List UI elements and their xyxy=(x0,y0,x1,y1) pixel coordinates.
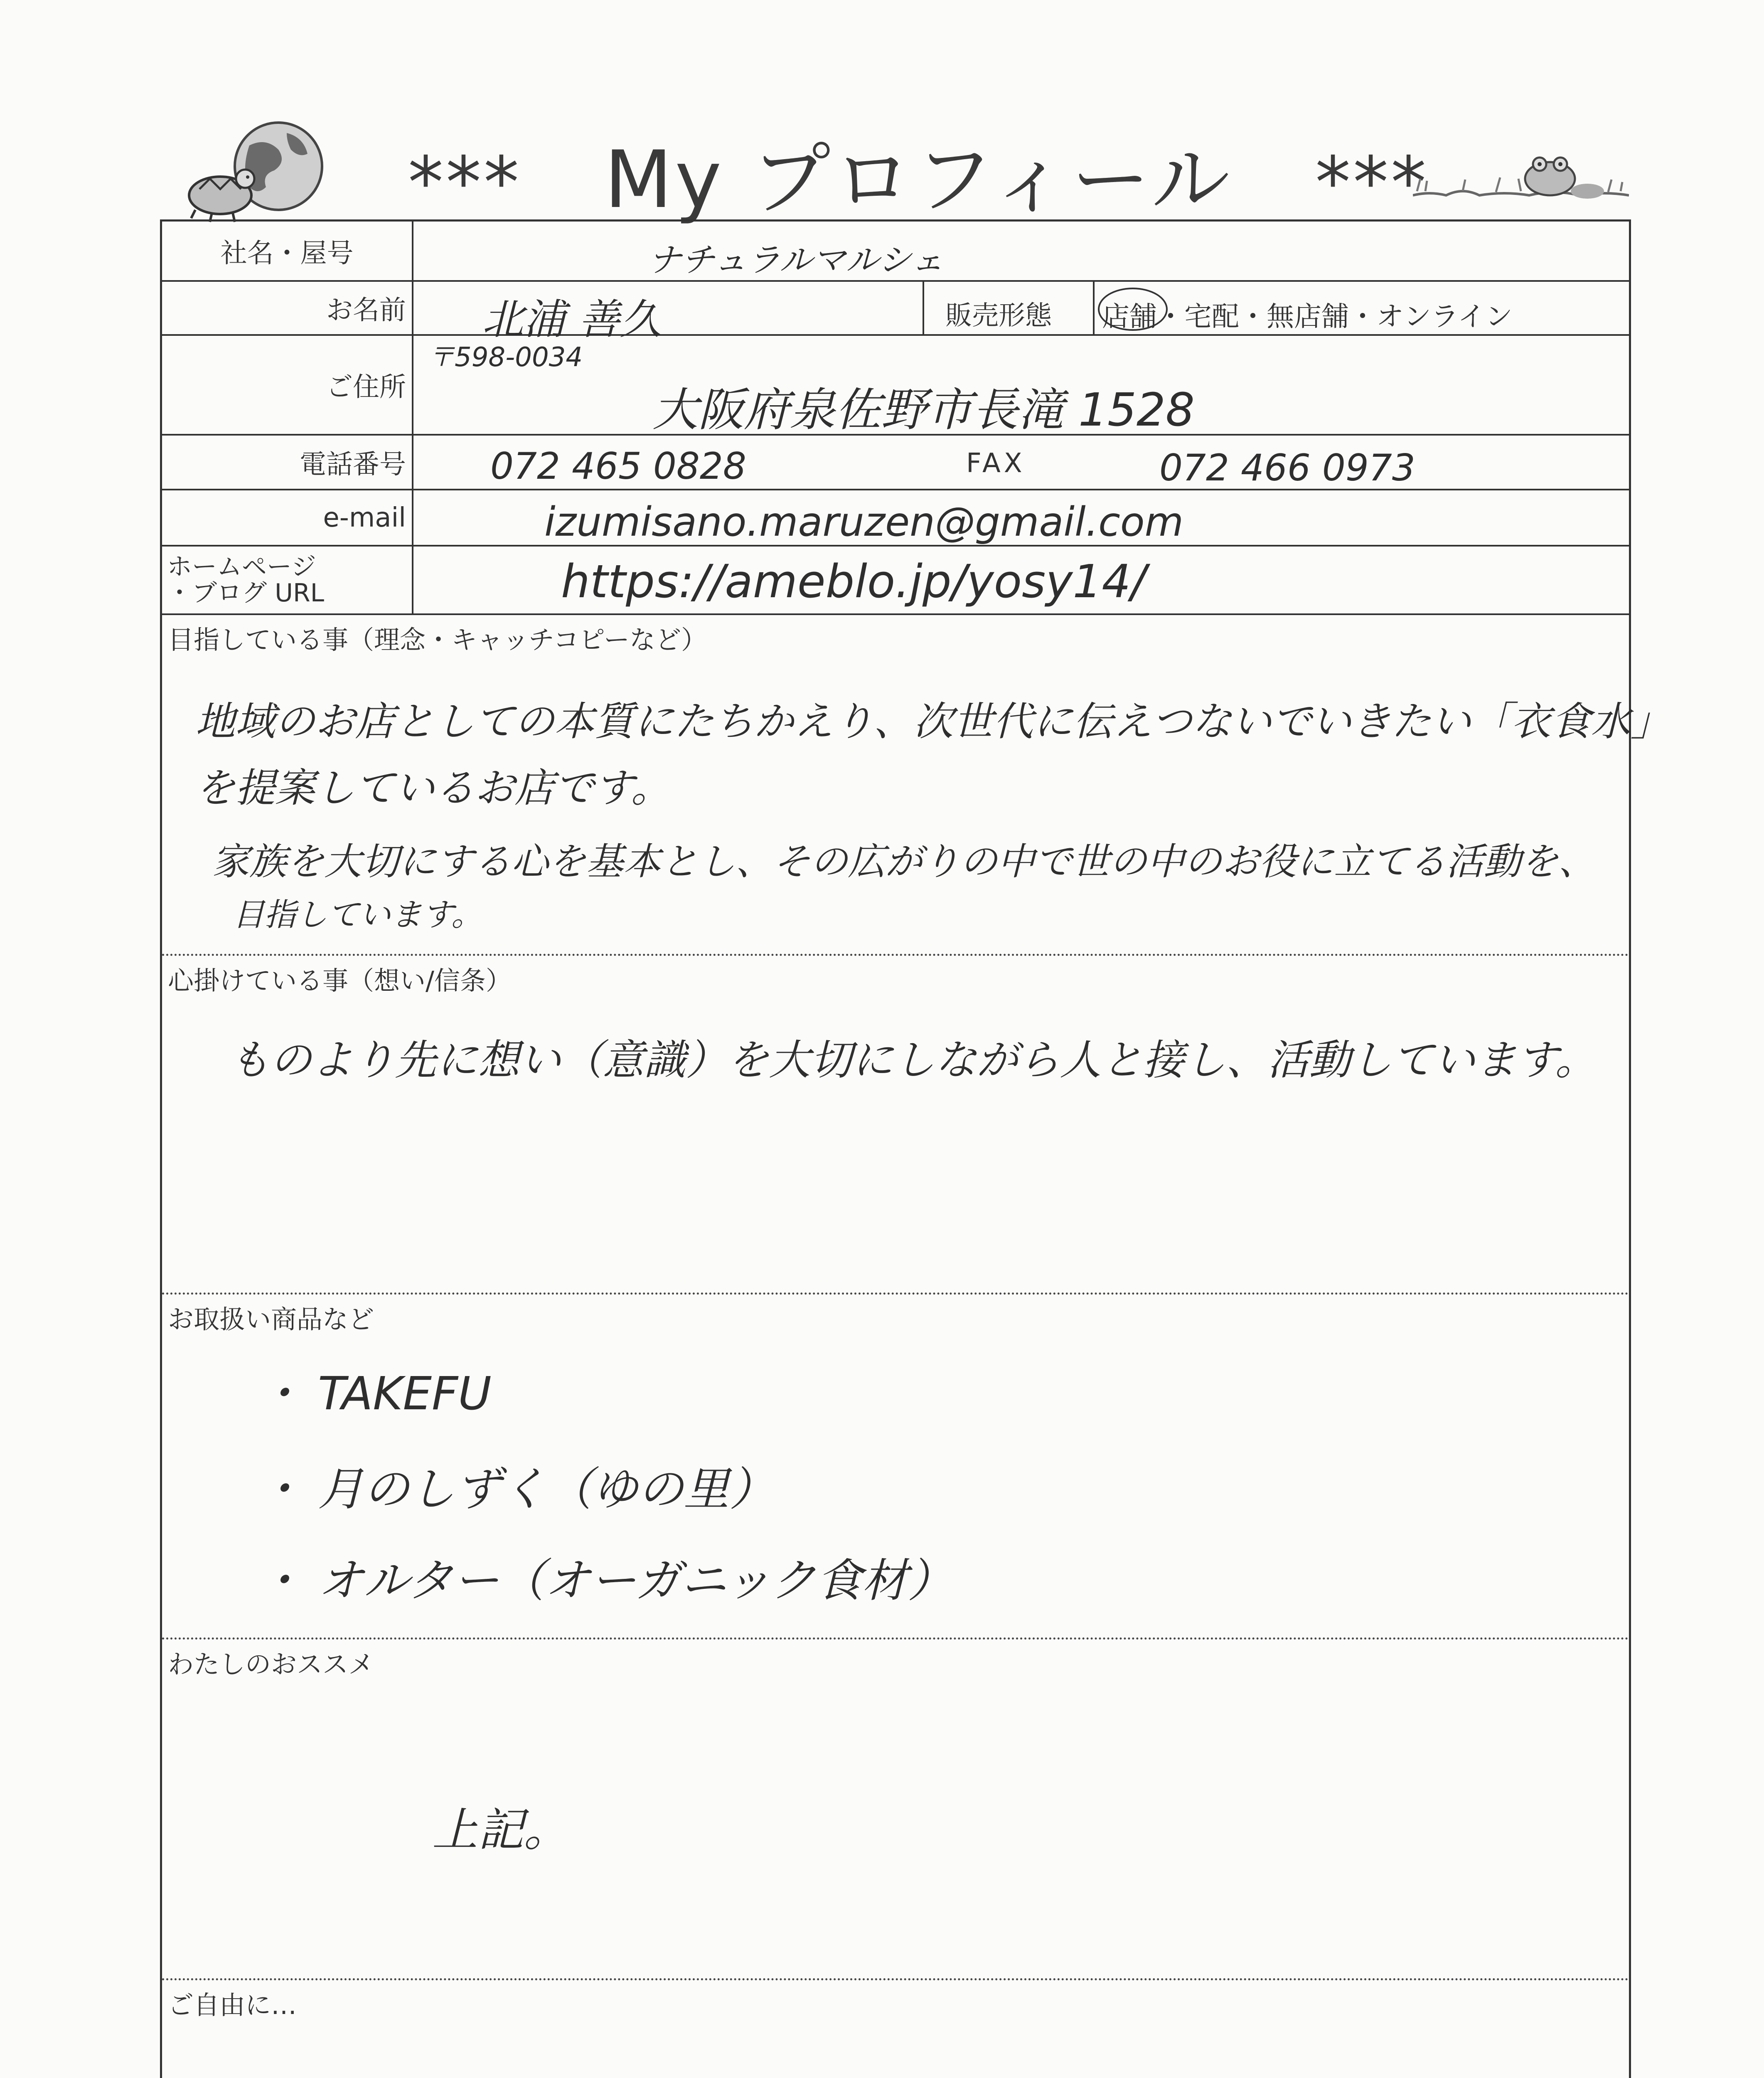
sales-option-nostore: 無店舗 xyxy=(1267,300,1349,332)
turtle-globe-illustration xyxy=(183,116,332,224)
fax-label: FAX xyxy=(966,448,1026,479)
address-value: 大阪府泉佐野市長滝 1528 xyxy=(652,383,1195,436)
product-item: ・ 月のしずく（ゆの里） xyxy=(258,1462,775,1516)
recommend-label: わたしのおススメ xyxy=(168,1649,374,1679)
homepage-label xyxy=(162,547,413,613)
goals-label: 目指している事（理念・キャッチコピーなど） xyxy=(168,625,707,655)
separator: ・ xyxy=(1239,300,1267,332)
divider xyxy=(1093,282,1095,334)
beliefs-line: ものより先に想い（意識）を大切にしながら人と接し、活動しています。 xyxy=(229,1036,1597,1084)
section-free xyxy=(162,1980,1629,2078)
page-header xyxy=(0,108,1764,226)
section-beliefs xyxy=(162,956,1629,1295)
email-value: izumisano.maruzen@gmail.com xyxy=(544,499,1184,545)
email-label: e-mail xyxy=(162,490,413,545)
product-item: ・ TAKEFU xyxy=(258,1367,492,1420)
section-products xyxy=(162,1295,1629,1640)
profile-form xyxy=(160,219,1671,2078)
homepage-label-line2: ・ブログ URL xyxy=(167,578,325,608)
section-recommend xyxy=(162,1640,1629,1980)
company-value: ナチュラルマルシェ xyxy=(648,241,944,279)
row-company xyxy=(162,222,1629,282)
homepage-label-line1: ホームページ xyxy=(167,552,316,581)
name-label: お名前 xyxy=(162,282,413,334)
beliefs-label: 心掛けている事（想い/信条） xyxy=(168,965,512,996)
goals-line: 地域のお店としての本質にたちかえり、次世代に伝えつないでいきたい「衣食水」 xyxy=(195,698,1671,745)
row-name xyxy=(162,282,1629,344)
address-label: ご住所 xyxy=(162,336,413,434)
selected-circle-mark xyxy=(1098,288,1168,331)
name-value: 北浦 善久 xyxy=(482,295,662,344)
page-title xyxy=(399,116,1438,230)
sales-label: 販売形態 xyxy=(945,300,1052,331)
row-homepage xyxy=(162,547,1629,615)
goals-line: 目指しています。 xyxy=(233,896,483,933)
frog-grass-illustration xyxy=(1413,145,1629,208)
recommend-line: 上記。 xyxy=(432,1803,569,1856)
separator: ・ xyxy=(1157,300,1184,332)
row-address xyxy=(162,336,1629,436)
row-phone xyxy=(162,436,1629,490)
products-label: お取扱い商品など xyxy=(168,1304,374,1334)
postal-code: 〒598-0034 xyxy=(428,342,583,373)
phone-value: 072 465 0828 xyxy=(490,445,746,487)
section-goals xyxy=(162,615,1671,956)
goals-line: を提案しているお店です。 xyxy=(195,765,671,811)
separator: ・ xyxy=(1349,300,1376,332)
goals-line: 家族を大切にする心を基本とし、その広がりの中で世の中のお役に立てる活動を、 xyxy=(212,840,1596,884)
free-label: ご自由に… xyxy=(168,1990,297,2020)
sales-option-delivery: 宅配 xyxy=(1184,300,1239,332)
product-item: ・ オルター（オーガニック食材） xyxy=(258,1554,953,1607)
sales-option-online: オンライン xyxy=(1376,300,1513,332)
homepage-value: https://ameblo.jp/yosy14/ xyxy=(561,555,1146,608)
company-label: 社名・屋号 xyxy=(162,222,413,280)
row-email xyxy=(162,490,1629,547)
title-stars-left: *** xyxy=(408,142,522,224)
phone-label: 電話番号 xyxy=(162,436,413,489)
title-stars-right: *** xyxy=(1315,142,1429,224)
title-text: My プロフィール xyxy=(604,134,1233,226)
sales-option-store: 店舗 xyxy=(1102,300,1157,332)
fax-value: 072 466 0973 xyxy=(1159,446,1415,489)
divider xyxy=(923,282,924,334)
